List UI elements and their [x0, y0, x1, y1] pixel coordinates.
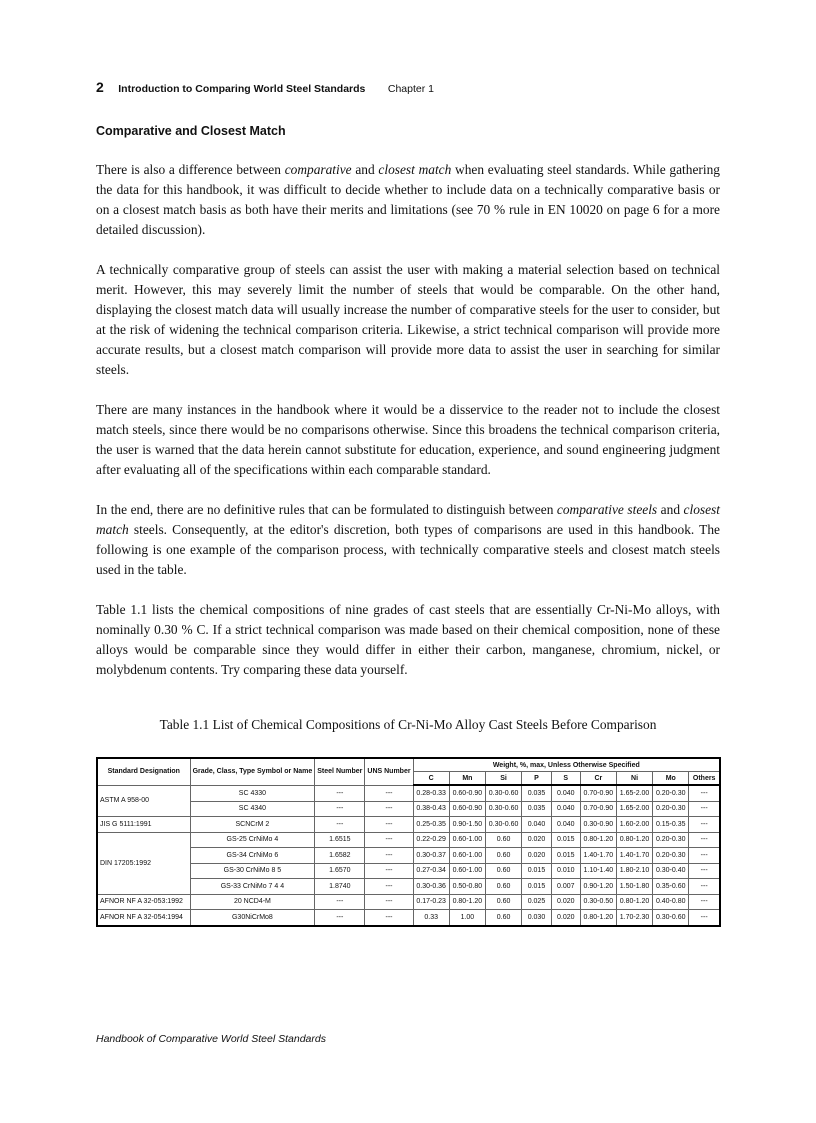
- emphasis-text: comparative steels: [556, 502, 658, 517]
- grade-cell: SC 4340: [190, 801, 315, 817]
- col-header-p: P: [522, 772, 552, 786]
- grade-cell: GS-33 CrNiMo 7 4 4: [190, 879, 315, 895]
- uns-cell: ---: [365, 785, 413, 801]
- p-cell: 0.020: [522, 832, 552, 848]
- section-title: Comparative and Closest Match: [96, 124, 286, 138]
- ni-cell: 1.65-2.00: [616, 785, 652, 801]
- s-cell: 0.015: [551, 832, 580, 848]
- s-cell: 0.015: [551, 848, 580, 864]
- si-cell: 0.60: [485, 848, 521, 864]
- uns-cell: ---: [365, 910, 413, 926]
- si-cell: 0.60: [485, 832, 521, 848]
- col-header-weight-group: Weight, %, max, Unless Otherwise Specified: [413, 758, 720, 772]
- table-row: [97, 894, 720, 910]
- others-cell: ---: [689, 801, 720, 817]
- mo-cell: 0.30-0.40: [653, 863, 689, 879]
- p-cell: 0.020: [522, 848, 552, 864]
- c-cell: 0.30-0.37: [413, 848, 449, 864]
- cr-cell: 0.90-1.20: [580, 879, 616, 895]
- uns-cell: ---: [365, 863, 413, 879]
- col-header-c: C: [413, 772, 449, 786]
- table-row: [97, 910, 720, 926]
- mo-cell: 0.20-0.30: [653, 785, 689, 801]
- grade-cell: 20 NCD4-M: [190, 894, 315, 910]
- c-cell: 0.22-0.29: [413, 832, 449, 848]
- cr-cell: 0.30-0.90: [580, 817, 616, 833]
- mo-cell: 0.40-0.80: [653, 894, 689, 910]
- ni-cell: 1.50-1.80: [616, 879, 652, 895]
- paragraph: [96, 600, 720, 680]
- col-header-mo: Mo: [653, 772, 689, 786]
- paragraph-text: Table 1.1 lists the chemical compositions of nine grades of cast steels that are essentially Cr-Ni-Mo alloys, with nominally 0.30 % C. If a strict technical comparison was made based on their chemical composition, none of these alloys would be comparable since they would differ in either their carbon, manganese, chromium, nickel, or molybdenum contents. Try comparing these data yourself.: [96, 602, 720, 677]
- ni-cell: 1.40-1.70: [616, 848, 652, 864]
- steel-number-cell: ---: [315, 894, 365, 910]
- col-header-steel-number: Steel Number: [315, 758, 365, 785]
- standard-cell: AFNOR NF A 32-054:1994: [97, 910, 190, 926]
- col-header-cr: Cr: [580, 772, 616, 786]
- table-row: [97, 848, 720, 864]
- col-header-si: Si: [485, 772, 521, 786]
- mo-cell: 0.20-0.30: [653, 832, 689, 848]
- grade-cell: GS-30 CrNiMo 8 5: [190, 863, 315, 879]
- paragraph: [96, 400, 720, 480]
- si-cell: 0.30-0.60: [485, 817, 521, 833]
- s-cell: 0.040: [551, 817, 580, 833]
- emphasis-text: comparative: [284, 162, 352, 177]
- page-number: 2: [96, 79, 104, 95]
- cr-cell: 1.40-1.70: [580, 848, 616, 864]
- c-cell: 0.30-0.36: [413, 879, 449, 895]
- uns-cell: ---: [365, 817, 413, 833]
- s-cell: 0.040: [551, 785, 580, 801]
- body-text: [96, 160, 720, 700]
- ni-cell: 1.60-2.00: [616, 817, 652, 833]
- page-footer: Handbook of Comparative World Steel Standards: [96, 1033, 326, 1045]
- uns-cell: ---: [365, 832, 413, 848]
- si-cell: 0.30-0.60: [485, 785, 521, 801]
- col-header-uns: UNS Number: [365, 758, 413, 785]
- others-cell: ---: [689, 848, 720, 864]
- mo-cell: 0.20-0.30: [653, 848, 689, 864]
- emphasis-text: closest match: [96, 502, 720, 537]
- others-cell: ---: [689, 817, 720, 833]
- standard-cell: JIS G 5111:1991: [97, 817, 190, 833]
- paragraph-text: There are many instances in the handbook where it would be a disservice to the reader not to include the closest match steels, since there would be no comparisons otherwise. Since this broadens the technical comparison criteria, the user is warned that the data herein cannot substitute for education, experience, and sound engineering judgment after evaluating all of the specifications within each comparable standard.: [96, 402, 720, 477]
- steel-number-cell: ---: [315, 801, 365, 817]
- steel-number-cell: 1.6582: [315, 848, 365, 864]
- others-cell: ---: [689, 894, 720, 910]
- paragraph: [96, 500, 720, 580]
- cr-cell: 0.70-0.90: [580, 801, 616, 817]
- c-cell: 0.28-0.33: [413, 785, 449, 801]
- steel-number-cell: 1.6515: [315, 832, 365, 848]
- cr-cell: 0.70-0.90: [580, 785, 616, 801]
- table-row: [97, 817, 720, 833]
- header-chapter: Chapter 1: [387, 83, 434, 95]
- p-cell: 0.025: [522, 894, 552, 910]
- paragraph-text: and: [657, 502, 684, 517]
- mo-cell: 0.20-0.30: [653, 801, 689, 817]
- table-row: [97, 879, 720, 895]
- p-cell: 0.035: [522, 801, 552, 817]
- col-header-s: S: [551, 772, 580, 786]
- grade-cell: G30NiCrMo8: [190, 910, 315, 926]
- ni-cell: 0.80-1.20: [616, 832, 652, 848]
- uns-cell: ---: [365, 894, 413, 910]
- mn-cell: 1.00: [449, 910, 485, 926]
- ni-cell: 1.80-2.10: [616, 863, 652, 879]
- table-row: [97, 801, 720, 817]
- mn-cell: 0.80-1.20: [449, 894, 485, 910]
- si-cell: 0.60: [485, 863, 521, 879]
- steel-number-cell: 1.8740: [315, 879, 365, 895]
- mo-cell: 0.30-0.60: [653, 910, 689, 926]
- s-cell: 0.010: [551, 863, 580, 879]
- table-row: [97, 863, 720, 879]
- col-header-others: Others: [689, 772, 720, 786]
- ni-cell: 1.65-2.00: [616, 801, 652, 817]
- c-cell: 0.38-0.43: [413, 801, 449, 817]
- standard-cell: ASTM A 958-00: [97, 785, 190, 817]
- mn-cell: 0.50-0.80: [449, 879, 485, 895]
- others-cell: ---: [689, 910, 720, 926]
- table-header: [97, 758, 720, 785]
- cr-cell: 0.80-1.20: [580, 832, 616, 848]
- mo-cell: 0.15-0.35: [653, 817, 689, 833]
- mn-cell: 0.60-0.90: [449, 801, 485, 817]
- s-cell: 0.020: [551, 910, 580, 926]
- s-cell: 0.007: [551, 879, 580, 895]
- paragraph: [96, 260, 720, 380]
- grade-cell: GS-34 CrNiMo 6: [190, 848, 315, 864]
- si-cell: 0.60: [485, 894, 521, 910]
- p-cell: 0.040: [522, 817, 552, 833]
- others-cell: ---: [689, 879, 720, 895]
- mn-cell: 0.60-0.90: [449, 785, 485, 801]
- steel-number-cell: ---: [315, 817, 365, 833]
- paragraph: [96, 160, 720, 240]
- mn-cell: 0.90-1.50: [449, 817, 485, 833]
- s-cell: 0.040: [551, 801, 580, 817]
- ni-cell: 1.70-2.30: [616, 910, 652, 926]
- table-row: [97, 785, 720, 801]
- running-header: [96, 79, 434, 97]
- p-cell: 0.035: [522, 785, 552, 801]
- col-header-mn: Mn: [449, 772, 485, 786]
- emphasis-text: closest match: [378, 162, 452, 177]
- uns-cell: ---: [365, 848, 413, 864]
- c-cell: 0.25-0.35: [413, 817, 449, 833]
- paragraph-text: and: [351, 162, 379, 177]
- paragraph-text: A technically comparative group of steels can assist the user with making a material selection based on technical merit. However, this may severely limit the number of steels that would be comparable. On the other hand, displaying the closest match data will usually increase the number of comparative steels for the user to consider, but at the risk of widening the technical comparison criteria. Likewise, a strict technical comparison will provide more accurate results, but a closest match comparison will provide more data to assist the user in searching for similar steels.: [96, 262, 720, 377]
- paragraph-text: steels. Consequently, at the editor's discretion, both types of comparisons are used in this handbook. The following is one example of the comparison process, with technically comparative steels and closest match steels used in the table.: [96, 522, 720, 577]
- uns-cell: ---: [365, 879, 413, 895]
- composition-table: [96, 757, 721, 927]
- ni-cell: 0.80-1.20: [616, 894, 652, 910]
- grade-cell: SC 4330: [190, 785, 315, 801]
- mn-cell: 0.60-1.00: [449, 863, 485, 879]
- grade-cell: SCNCrM 2: [190, 817, 315, 833]
- si-cell: 0.60: [485, 910, 521, 926]
- cr-cell: 1.10-1.40: [580, 863, 616, 879]
- paragraph-text: There is also a difference between: [96, 162, 285, 177]
- steel-number-cell: ---: [315, 910, 365, 926]
- steel-number-cell: ---: [315, 785, 365, 801]
- p-cell: 0.015: [522, 863, 552, 879]
- s-cell: 0.020: [551, 894, 580, 910]
- uns-cell: ---: [365, 801, 413, 817]
- c-cell: 0.17-0.23: [413, 894, 449, 910]
- table-row: [97, 832, 720, 848]
- mn-cell: 0.60-1.00: [449, 848, 485, 864]
- header-title: Introduction to Comparing World Steel Standards: [118, 83, 366, 95]
- cr-cell: 0.30-0.50: [580, 894, 616, 910]
- others-cell: ---: [689, 832, 720, 848]
- paragraph-text: In the end, there are no definitive rules that can be formulated to distinguish between: [96, 502, 557, 517]
- c-cell: 0.33: [413, 910, 449, 926]
- col-header-grade: Grade, Class, Type Symbol or Name: [190, 758, 315, 785]
- mn-cell: 0.60-1.00: [449, 832, 485, 848]
- standard-cell: AFNOR NF A 32-053:1992: [97, 894, 190, 910]
- grade-cell: GS-25 CrNiMo 4: [190, 832, 315, 848]
- steel-number-cell: 1.6570: [315, 863, 365, 879]
- col-header-ni: Ni: [616, 772, 652, 786]
- si-cell: 0.30-0.60: [485, 801, 521, 817]
- p-cell: 0.015: [522, 879, 552, 895]
- c-cell: 0.27-0.34: [413, 863, 449, 879]
- p-cell: 0.030: [522, 910, 552, 926]
- others-cell: ---: [689, 785, 720, 801]
- table-caption: Table 1.1 List of Chemical Compositions of Cr-Ni-Mo Alloy Cast Steels Before Comparison: [159, 717, 657, 732]
- paragraph-text: when evaluating steel standards. While gathering the data for this handbook, it was difficult to decide whether to include data on a technically comparative basis or on a closest match basis as both have their merits and limitations (see 70 % rule in EN 10020 on page 6 for a more detailed discussion).: [96, 162, 720, 237]
- si-cell: 0.60: [485, 879, 521, 895]
- mo-cell: 0.35-0.60: [653, 879, 689, 895]
- col-header-standard: Standard Designation: [97, 758, 190, 785]
- cr-cell: 0.80-1.20: [580, 910, 616, 926]
- standard-cell: DIN 17205:1992: [97, 832, 190, 894]
- table-body: [97, 785, 720, 926]
- others-cell: ---: [689, 863, 720, 879]
